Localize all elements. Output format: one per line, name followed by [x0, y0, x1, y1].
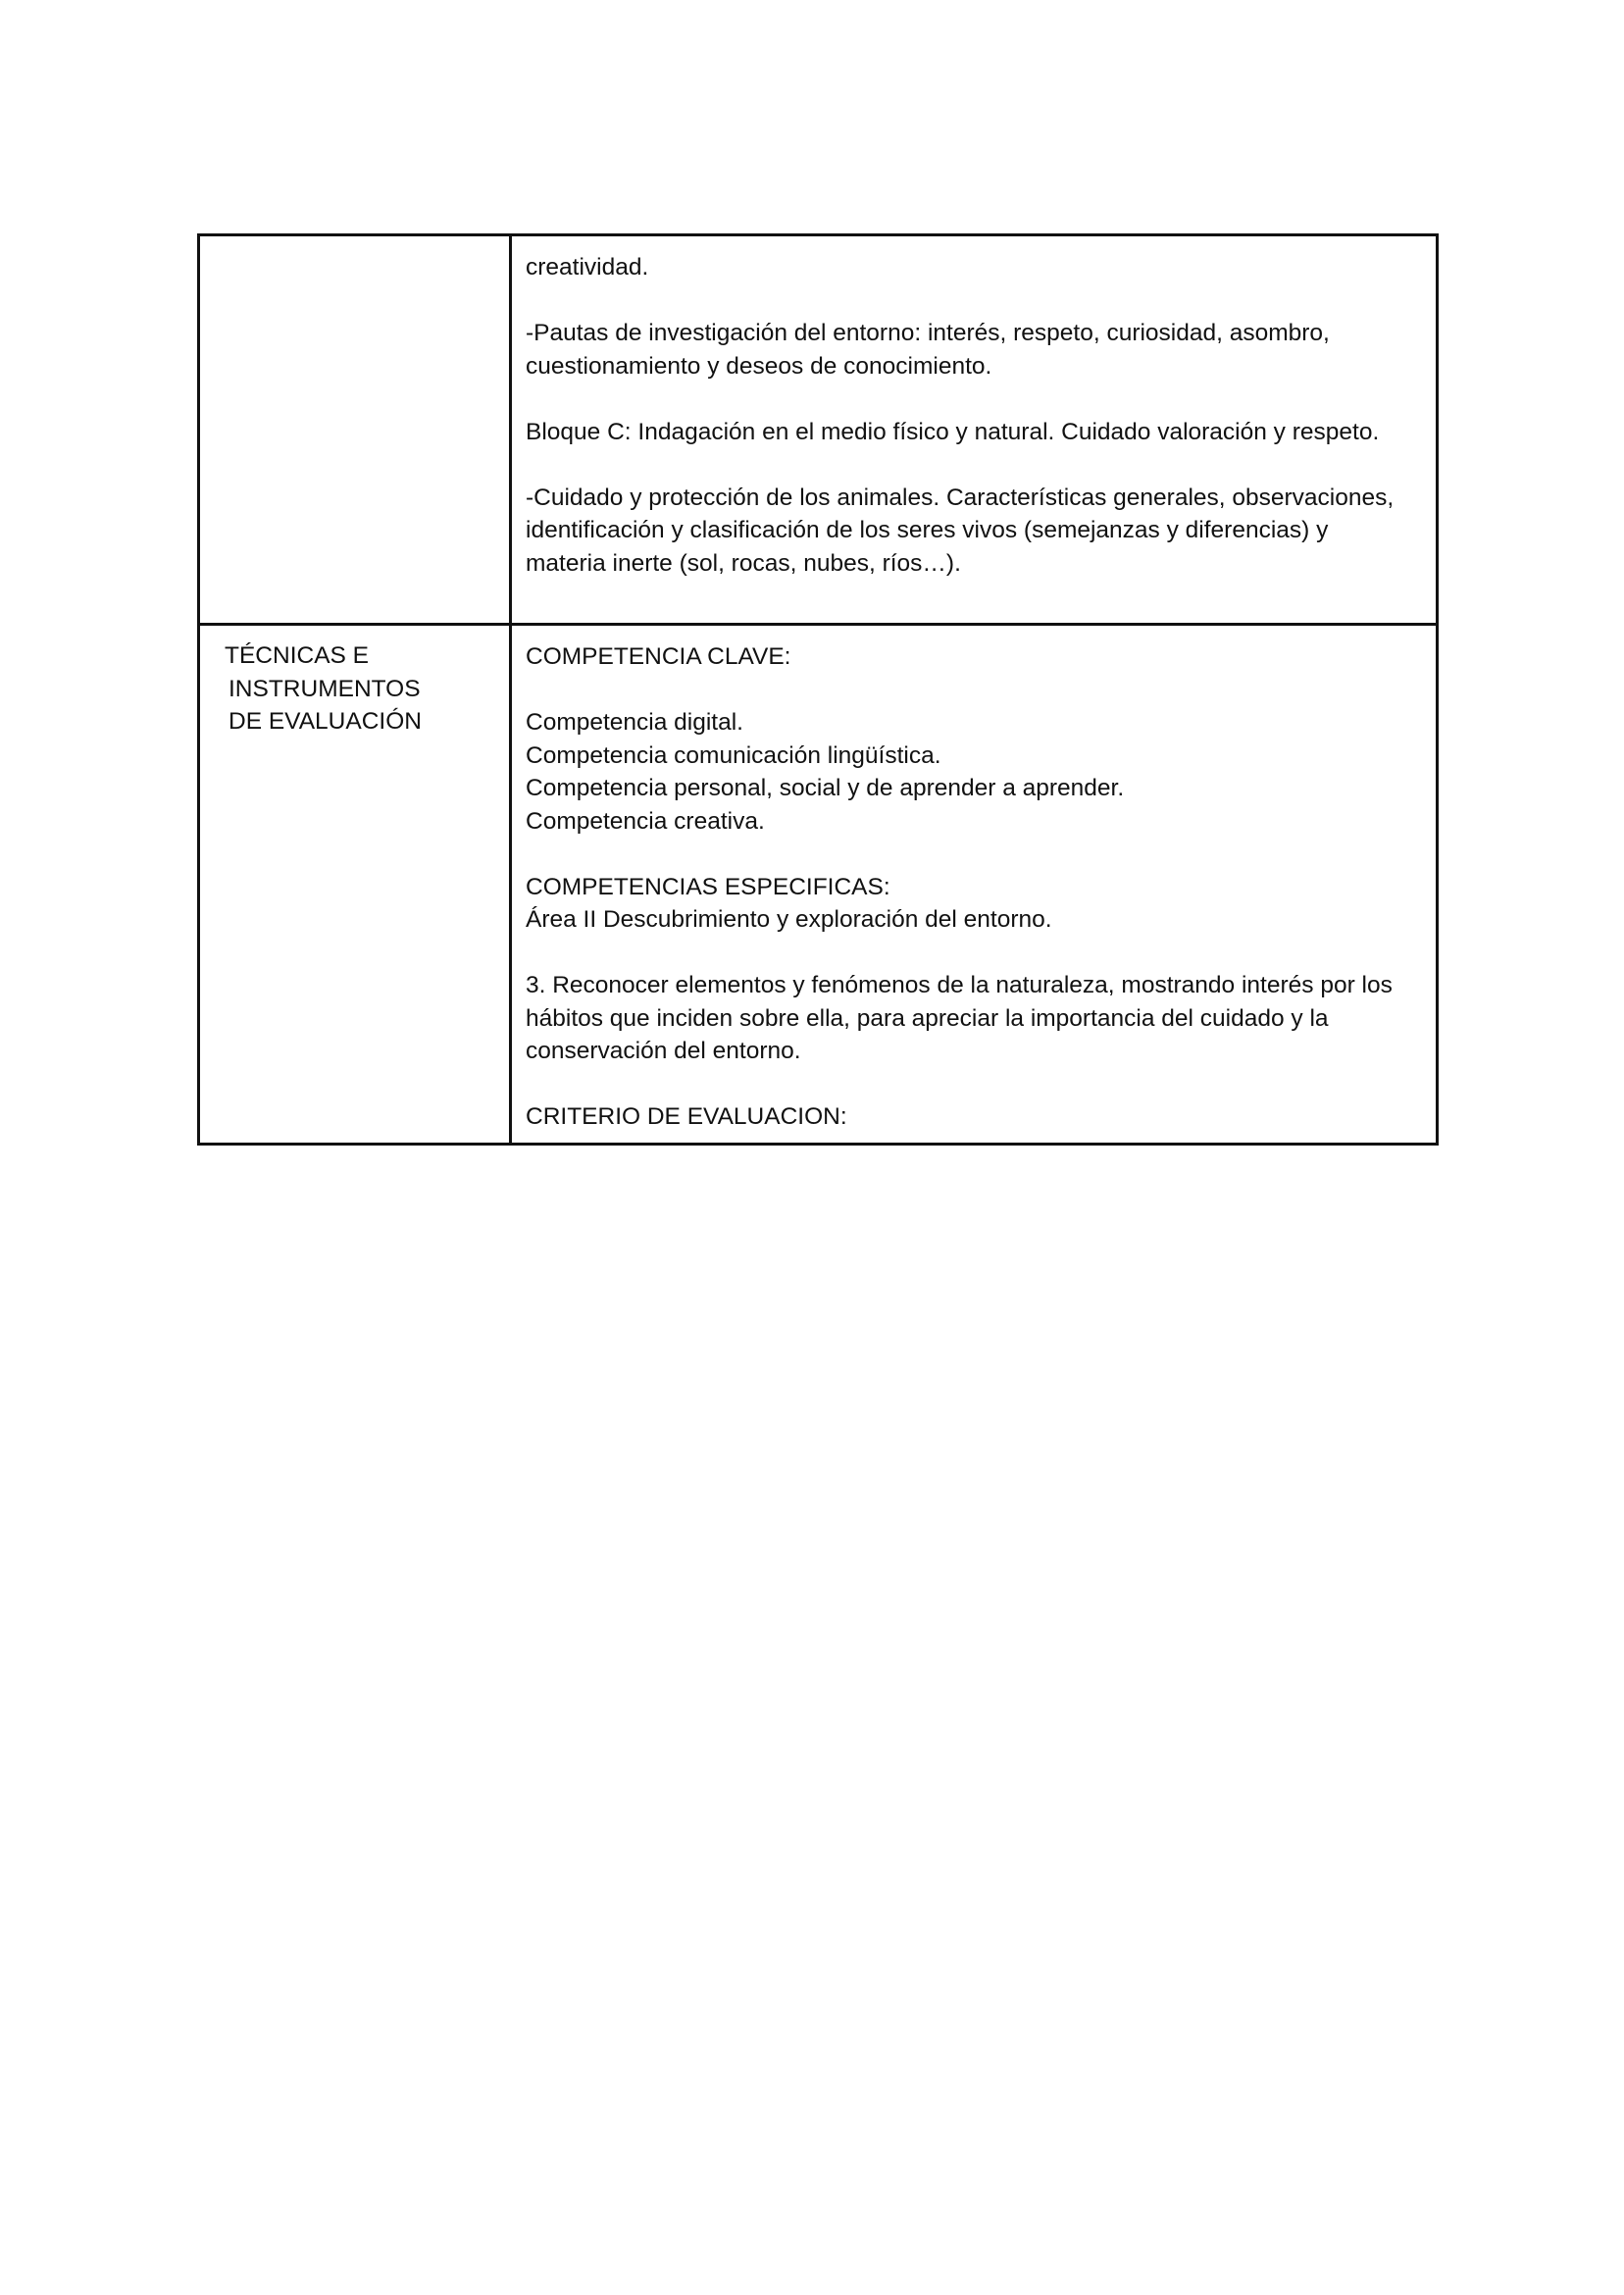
text-line: materia inerte (sol, rocas, nubes, ríos…). [526, 549, 961, 577]
paragraph [526, 640, 1426, 674]
text-line: Competencia comunicación lingüística. [526, 741, 941, 769]
text-line: Competencia personal, social y de aprender a aprender. [526, 775, 1125, 801]
paragraph [526, 251, 1426, 284]
text-line: -Cuidado y protección de los animales. Características generales, observaciones, [526, 484, 1395, 511]
content-cell [511, 235, 1438, 625]
paragraph [526, 317, 1426, 382]
section-heading: COMPETENCIAS ESPECIFICAS: [526, 873, 890, 900]
paragraph [526, 871, 1426, 937]
text-line: Bloque C: Indagación en el medio físico y natural. Cuidado valoración y respeto. [526, 418, 1380, 445]
paragraph [526, 1100, 1426, 1134]
section-heading: COMPETENCIA CLAVE: [526, 643, 791, 670]
paragraph [526, 416, 1426, 449]
content-cell [511, 625, 1438, 1145]
row-label-cell [199, 235, 511, 625]
text-line: Área II Descubrimiento y exploración del entorno. [526, 906, 1052, 933]
table-row [199, 235, 1438, 625]
text-line: Competencia creativa. [526, 807, 765, 835]
text-line: hábitos que inciden sobre ella, para apreciar la importancia del cuidado y la [526, 1004, 1329, 1032]
text-line: creatividad. [526, 254, 649, 280]
paragraph [526, 969, 1426, 1068]
text-line: conservación del entorno. [526, 1038, 801, 1064]
text-line: Competencia digital. [526, 709, 743, 736]
text-line: identificación y clasificación de los seres vivos (semejanzas y diferencias) y [526, 517, 1329, 543]
label-line: DE EVALUACIÓN [228, 708, 422, 735]
row-label-cell [199, 625, 511, 1145]
text-line: cuestionamiento y deseos de conocimiento. [526, 352, 992, 380]
text-line: -Pautas de investigación del entorno: interés, respeto, curiosidad, asombro, [526, 320, 1330, 346]
table-row [199, 625, 1438, 1145]
row-label [200, 626, 509, 739]
evaluation-table [197, 233, 1439, 1146]
text-line: 3. Reconocer elementos y fenómenos de la naturaleza, mostrando interés por los [526, 972, 1393, 998]
paragraph [526, 482, 1426, 581]
row-label [200, 236, 509, 250]
label-line: INSTRUMENTOS [228, 675, 421, 702]
paragraph [526, 706, 1426, 838]
label-line: TÉCNICAS E [225, 642, 370, 669]
section-heading: CRITERIO DE EVALUACION: [526, 1103, 847, 1130]
